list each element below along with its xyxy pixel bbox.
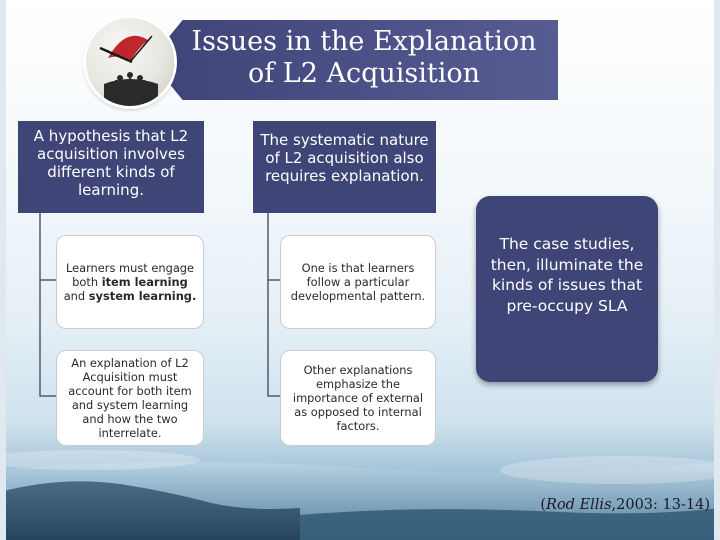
school-emblem-icon [86, 18, 174, 106]
left-item-2-box [56, 350, 204, 446]
middle-header-box: The systematic nature of L2 acquisition also requires explanation. [253, 121, 436, 213]
left-item-1-box [56, 235, 204, 329]
citation-author: Rod Ellis [546, 497, 612, 513]
middle-item-1-text: One is that learners follow a particular developmental pattern. [290, 261, 426, 303]
middle-item-1-box [280, 235, 436, 329]
citation-open: ( [540, 497, 547, 513]
left-item-2-text: An explanation of L2 Acquisition must account for both item and system learning and how the two interrelate. [68, 356, 192, 440]
citation [520, 497, 710, 513]
left-header-box: A hypothesis that L2 acquisition involves different kinds of learning. [18, 121, 204, 213]
citation-close: ) [704, 497, 710, 513]
citation-rest: ,2003: 13-14 [611, 497, 705, 513]
page-title-line2: of L2 Acquisition [247, 58, 481, 89]
page-title [178, 26, 550, 90]
middle-item-2-box [280, 350, 436, 446]
page-title-line1: Issues in the Explanation [191, 26, 537, 57]
left-item-1-middle: and [63, 289, 89, 303]
system-learning-term: system learning. [88, 289, 197, 303]
left-item-1-before: Learners must engage both [65, 261, 195, 289]
item-learning-term: item learning [101, 275, 188, 289]
summary-box: The case studies, then, illuminate the kinds of issues that pre-occupy SLA [476, 196, 658, 382]
middle-item-2-text: Other explanations emphasize the importance of external as opposed to internal factors. [292, 363, 424, 433]
left-item-1-text [63, 261, 197, 303]
